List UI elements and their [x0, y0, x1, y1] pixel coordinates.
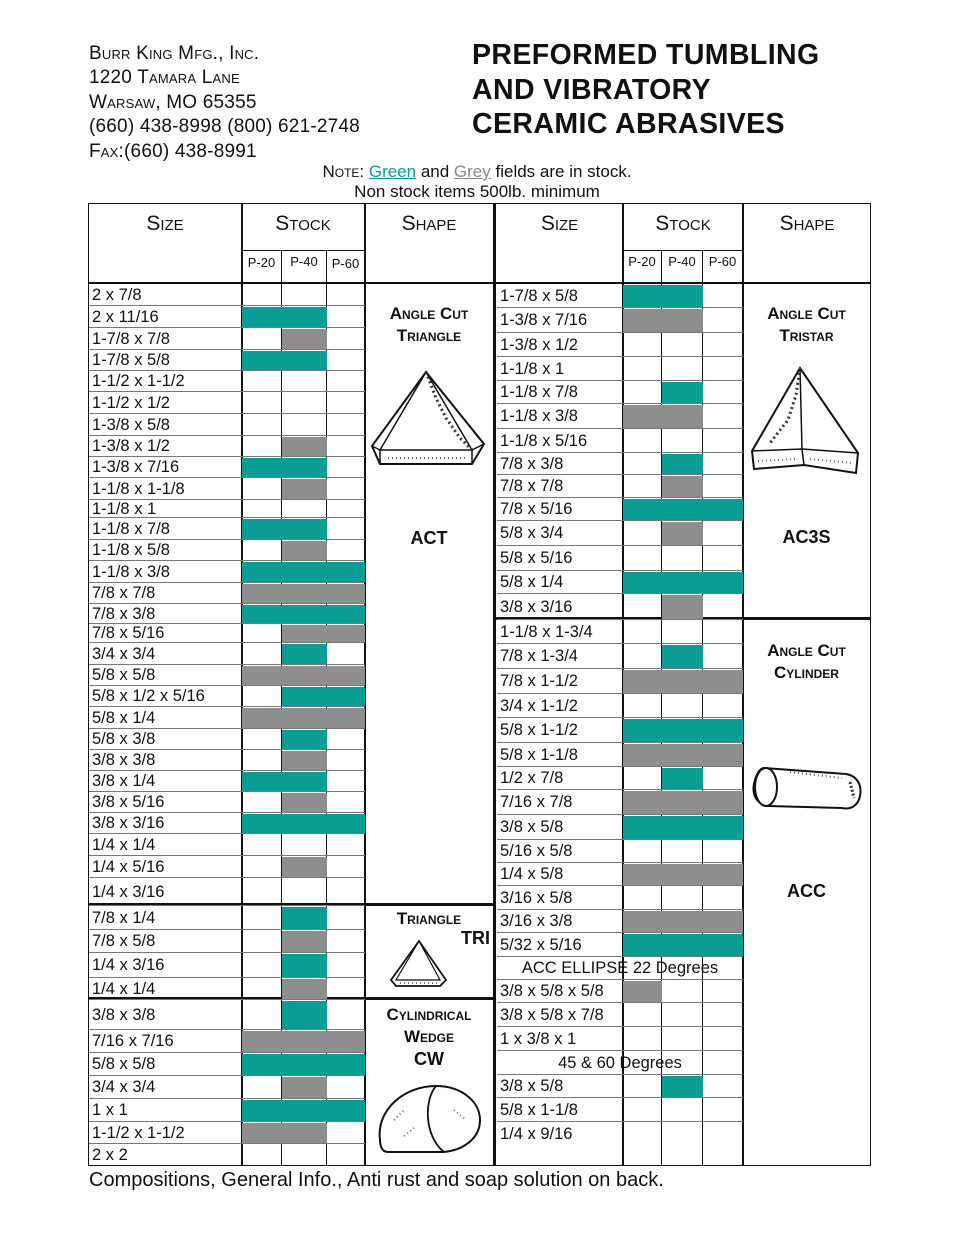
stock-cell-grey: [623, 309, 663, 332]
table-row: [0, 594, 954, 620]
shape-act-line-2: Triangle: [396, 326, 462, 345]
stock-cell-green: [623, 934, 663, 956]
shape-acc-code: ACC: [787, 881, 826, 901]
header-size-left: Size: [146, 212, 184, 235]
stock-cell-grey: [703, 744, 743, 766]
size-cell: 1/4 x 5/16: [92, 858, 165, 876]
shape-ac3s-line-1: Angle Cut: [767, 304, 846, 323]
size-cell: 5/8 x 3/8: [92, 730, 156, 748]
size-cell: 3/8 x 3/16: [92, 814, 165, 832]
triangle-icon: [388, 938, 450, 990]
stock-cell-grey: [662, 864, 704, 885]
grit-p60-right: P-60: [708, 254, 737, 269]
size-cell: 1-1/8 x 7/8: [92, 520, 170, 538]
stock-cell-green: [623, 816, 663, 839]
size-cell: 3/8 x 1/4: [92, 772, 156, 790]
stock-cell-green: [327, 1054, 365, 1075]
size-cell: 1-1/8 x 1: [92, 500, 157, 518]
table-row: [0, 571, 954, 594]
company-address-2: Warsaw, MO 65355: [89, 91, 257, 113]
note-prefix: Note: [322, 162, 360, 181]
stock-note: [0, 162, 954, 181]
stock-cell-green: [703, 719, 743, 742]
stock-cell-green: [662, 1076, 703, 1097]
size-cell: 3/4 x 3/4: [92, 645, 156, 663]
table-row: [0, 498, 954, 521]
stock-cell-green: [662, 934, 704, 956]
shape-cw-line-1: Cylindrical: [386, 1005, 472, 1024]
size-cell: 1/4 x 1/4: [92, 980, 156, 998]
grit-p60-left: P-60: [331, 256, 360, 271]
size-cell: 2 x 11/16: [92, 308, 159, 326]
shape-act-label: [365, 303, 493, 347]
header-stock-right: Stock: [655, 212, 711, 235]
shape-acc-line-1: Angle Cut: [767, 641, 846, 660]
size-cell: 5/8 x 5/16: [500, 549, 573, 567]
size-cell: 3/8 x 3/8: [92, 751, 156, 769]
size-cell: 5/8 x 1/4: [92, 709, 156, 727]
page-title: [472, 38, 820, 142]
angle-cut-cylinder-icon: [750, 762, 864, 812]
size-cell: 5/8 x 1-1/2: [500, 721, 578, 739]
size-cell: 1/4 x 3/16: [92, 956, 165, 974]
stock-cell-green: [623, 499, 663, 520]
table-row: [0, 475, 954, 498]
size-cell: 3/8 x 3/8: [92, 1006, 156, 1024]
table-row: [0, 840, 954, 863]
size-cell: 3/16 x 3/8: [500, 912, 573, 930]
stock-cell-grey: [662, 670, 704, 693]
company-info: [89, 42, 360, 164]
size-cell: 1-7/8 x 7/8: [92, 330, 170, 348]
size-cell: 5/8 x 5/8: [92, 666, 156, 684]
company-name: Burr King Mfg., Inc.: [89, 43, 260, 64]
size-cell: 5/8 x 1/2 x 5/16: [92, 687, 205, 705]
shape-act-line-1: Angle Cut: [389, 304, 469, 323]
size-cell: 1 x 1: [92, 1101, 128, 1119]
size-cell: 1-1/2 x 1/2: [92, 394, 170, 412]
stock-cell-grey: [703, 864, 743, 885]
grit-p20-left: P-20: [247, 255, 276, 270]
size-cell: 1-7/8 x 5/8: [500, 287, 578, 305]
size-cell: 1-1/8 x 1-3/4: [500, 623, 593, 641]
size-cell: 2 x 7/8: [92, 286, 142, 304]
shape-act-code: ACT: [410, 528, 448, 548]
size-cell: 1-7/8 x 5/8: [92, 351, 170, 369]
stock-cell-green: [623, 719, 663, 742]
company-address-1: 1220 Tamara Lane: [89, 67, 240, 89]
shape-acc-line-2: Cylinder: [774, 663, 839, 682]
size-cell: 1/4 x 1/4: [92, 836, 156, 854]
size-cell: 1-3/8 x 1/2: [92, 437, 170, 455]
table-section-heading: ACC ELLIPSE 22 Degrees: [521, 959, 719, 977]
table-row: [0, 694, 954, 718]
header-size-right: Size: [540, 212, 579, 235]
size-cell: 5/8 x 5/8: [92, 1055, 156, 1073]
stock-cell-grey: [662, 522, 703, 545]
footer-note: Compositions, General Info., Anti rust and soap solution on back.: [89, 1169, 664, 1191]
stock-cell-green: [662, 285, 703, 307]
note-green-link[interactable]: Green: [368, 162, 417, 181]
stock-cell-green: [623, 285, 663, 307]
table-section-heading: 45 & 60 Degrees: [558, 1054, 682, 1072]
table-row: [0, 718, 954, 743]
size-cell: 1-3/8 x 7/16: [500, 311, 588, 329]
grit-p20-right: P-20: [628, 254, 656, 269]
size-cell: 1-1/8 x 1: [500, 360, 565, 378]
angle-cut-tristar-icon: [748, 365, 864, 477]
size-cell: 7/8 x 7/8: [92, 584, 156, 602]
shape-cw-line-2: Wedge: [403, 1027, 455, 1046]
stock-cell-grey: [703, 670, 743, 693]
header-stock-left: Stock: [275, 212, 331, 235]
minimum-note: Non stock items 500lb. minimum: [354, 182, 600, 201]
company-phone: (660) 438-8998 (800) 621-2748: [89, 116, 360, 138]
stock-cell-grey: [703, 791, 743, 814]
stock-cell-green: [282, 954, 327, 977]
size-cell: 1/4 x 5/8: [500, 865, 564, 883]
stock-cell-grey: [662, 405, 703, 428]
size-cell: 1/4 x 3/16: [92, 883, 165, 901]
size-cell: 5/8 x 1/4: [500, 573, 564, 591]
stock-cell-grey: [662, 744, 704, 766]
size-cell: 3/8 x 5/8 x 7/8: [500, 1006, 604, 1024]
stock-cell-grey: [623, 981, 662, 1002]
header-shape-left: Shape: [401, 212, 457, 235]
stock-cell-green: [662, 572, 704, 593]
shape-ac3s-line-2: Tristar: [779, 326, 834, 345]
stock-cell-green: [703, 816, 743, 839]
size-cell: 1/2 x 7/8: [500, 769, 564, 787]
grit-p40-left: P-40: [290, 254, 318, 269]
cylindrical-wedge-icon: [374, 1080, 486, 1156]
stock-cell-grey: [662, 309, 703, 332]
size-cell: 7/8 x 3/8: [500, 455, 564, 473]
size-cell: 3/16 x 5/8: [500, 889, 573, 907]
stock-cell-green: [662, 645, 703, 668]
size-cell: 7/8 x 5/16: [92, 624, 165, 642]
size-cell: 5/16 x 5/8: [500, 842, 573, 860]
size-cell: 5/8 x 1-1/8: [500, 746, 578, 764]
size-cell: 7/8 x 3/8: [92, 605, 156, 623]
stock-cell-grey: [662, 911, 704, 932]
size-cell: 2 x 2: [92, 1146, 128, 1164]
size-cell: 1-1/8 x 1-1/8: [92, 480, 185, 498]
size-cell: 1-1/8 x 3/8: [92, 563, 170, 581]
size-cell: 1-3/8 x 5/8: [92, 416, 170, 434]
divider: [241, 250, 365, 251]
size-cell: 7/16 x 7/8: [500, 793, 573, 811]
stock-cell-green: [662, 454, 703, 474]
grit-p40-right: P-40: [668, 254, 696, 269]
company-fax: Fax:(660) 438-8991: [89, 140, 257, 162]
size-cell: 3/8 x 5/16: [92, 793, 165, 811]
table-row: [0, 980, 954, 1003]
size-cell: 1-1/8 x 5/8: [92, 541, 170, 559]
stock-cell-grey: [623, 864, 663, 885]
shape-tri-code: TRI: [461, 928, 490, 948]
size-cell: 1/4 x 9/16: [500, 1125, 573, 1143]
note-grey-link[interactable]: Grey: [453, 162, 491, 181]
table-row: [0, 546, 954, 571]
shape-cw-code: CW: [414, 1049, 444, 1069]
stock-cell-green: [662, 382, 703, 403]
stock-cell-grey: [623, 405, 663, 428]
stock-cell-grey: [662, 595, 703, 619]
size-cell: 7/8 x 1/4: [92, 909, 156, 927]
stock-cell-grey: [662, 791, 704, 814]
angle-cut-triangle-icon: [368, 368, 490, 470]
note-colon: :: [359, 162, 369, 181]
shape-ac3s-label: [743, 303, 870, 347]
size-cell: 5/8 x 3/4: [500, 524, 564, 542]
stock-cell-green: [282, 1054, 328, 1075]
size-cell: 5/8 x 1-1/8: [500, 1101, 578, 1119]
size-cell: 3/8 x 5/8 x 5/8: [500, 982, 604, 1000]
stock-cell-grey: [623, 670, 663, 693]
stock-cell-grey: [662, 476, 703, 497]
stock-cell-grey: [623, 911, 663, 932]
size-cell: 3/8 x 5/8: [500, 818, 564, 836]
size-cell: 1 x 3/8 x 1: [500, 1030, 577, 1048]
size-cell: 1-1/8 x 3/8: [500, 407, 578, 425]
size-cell: 1-1/8 x 5/16: [500, 432, 588, 450]
stock-cell-grey: [623, 791, 663, 814]
table-row: [0, 815, 954, 840]
stock-cell-green: [662, 719, 704, 742]
size-cell: 7/16 x 7/16: [92, 1032, 174, 1050]
stock-cell-green: [662, 816, 704, 839]
stock-cell-green: [662, 499, 704, 520]
stock-cell-green: [703, 499, 743, 520]
size-cell: 7/8 x 5/8: [92, 932, 156, 950]
title-line-3: CERAMIC ABRASIVES: [472, 108, 785, 140]
title-line-2: AND VIBRATORY: [472, 73, 712, 106]
size-cell: 1-1/8 x 7/8: [500, 383, 578, 401]
size-cell: 1-1/2 x 1-1/2: [92, 1124, 185, 1142]
stock-cell-green: [662, 768, 703, 789]
size-cell: 3/4 x 3/4: [92, 1078, 156, 1096]
size-cell: 7/8 x 5/16: [500, 500, 573, 518]
size-cell: 3/4 x 1-1/2: [500, 697, 578, 715]
size-cell: 7/8 x 7/8: [500, 477, 564, 495]
size-cell: 1-3/8 x 1/2: [500, 336, 578, 354]
shape-cw-label: [365, 1004, 493, 1048]
size-cell: 5/32 x 5/16: [500, 936, 582, 954]
size-cell: 3/8 x 3/16: [500, 598, 573, 616]
header-shape-right: Shape: [779, 212, 835, 235]
shape-ac3s-code: AC3S: [782, 527, 831, 547]
shape-tri-label: Triangle: [396, 909, 462, 928]
stock-cell-green: [623, 572, 663, 593]
title-line-1: PREFORMED TUMBLING: [472, 39, 820, 71]
size-cell: 7/8 x 1-3/4: [500, 647, 578, 665]
size-cell: 1-1/2 x 1-1/2: [92, 372, 185, 390]
stock-cell-green: [703, 934, 743, 956]
stock-cell-grey: [703, 911, 743, 932]
shape-acc-label: [743, 640, 870, 684]
divider: [622, 250, 743, 251]
note-suffix: fields are in stock.: [490, 162, 632, 181]
size-cell: 1-3/8 x 7/16: [92, 458, 180, 476]
size-cell: 3/8 x 5/8: [500, 1077, 564, 1095]
stock-cell-green: [242, 1054, 283, 1075]
stock-cell-grey: [623, 744, 663, 766]
note-and: and: [416, 162, 454, 181]
size-cell: 7/8 x 1-1/2: [500, 672, 578, 690]
stock-cell-green: [703, 572, 743, 593]
